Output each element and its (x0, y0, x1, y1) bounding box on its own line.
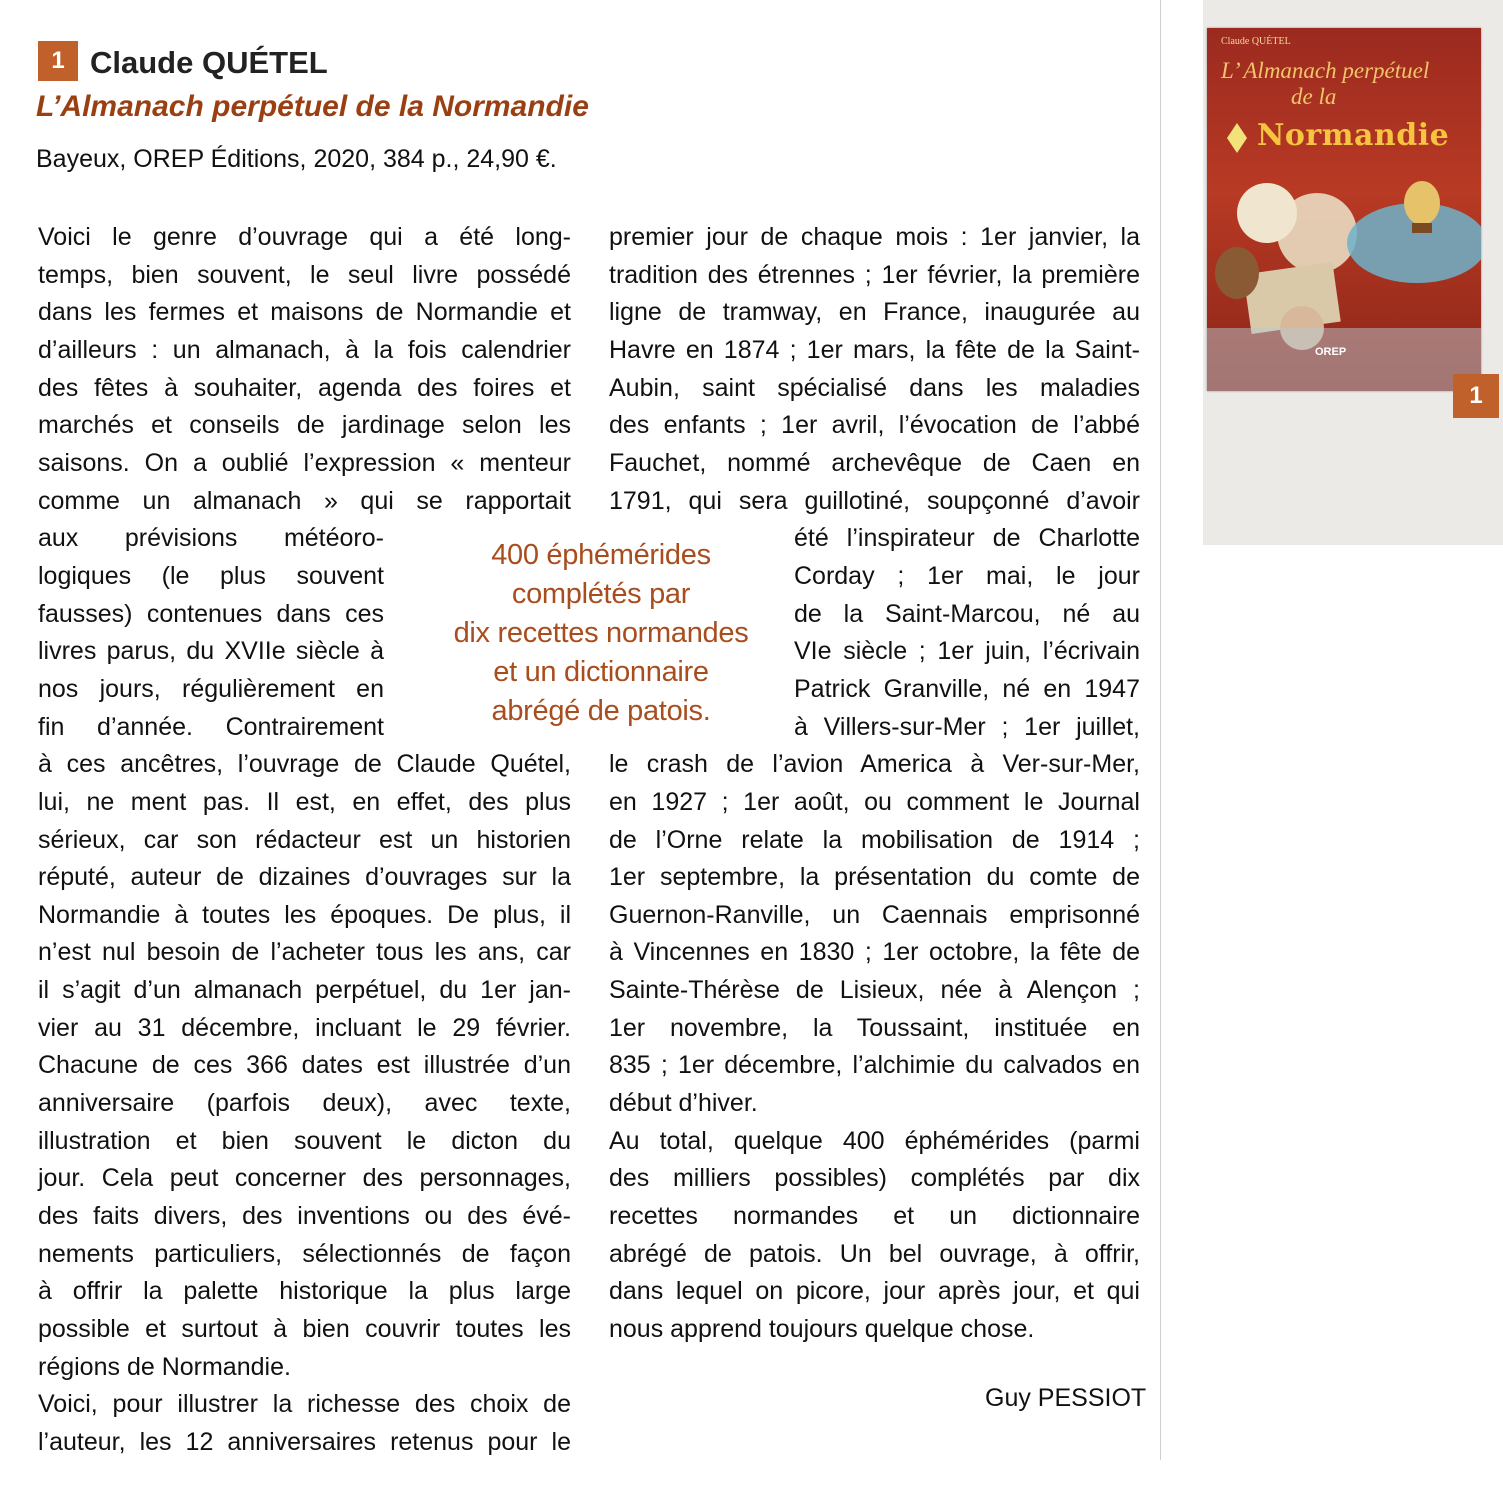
text-line: été l’inspirateur de Charlotte (794, 524, 1140, 553)
text-line: d’ailleurs : un almanach, à la fois calendrier (38, 335, 571, 364)
text-line: illustration et bien souvent le dicton du (38, 1126, 571, 1155)
text-line: 835 ; 1er décembre, l’alchimie du calvados en (609, 1051, 1140, 1080)
col2-paragraph-2-end: nous apprend toujours quelque chose. (609, 1315, 1035, 1344)
text-line: Voici, pour illustrer la richesse des choix de (38, 1390, 571, 1419)
text-line: premier jour de chaque mois : 1er janvier, la (609, 223, 1140, 251)
text-line: dans lequel on picore, jour après jour, et qui (609, 1277, 1140, 1306)
text-line: tradition des étrennes ; 1er février, la première (609, 260, 1140, 289)
text-line: en 1927 ; 1er août, ou comment le Journal (609, 787, 1140, 816)
text-line: Fauchet, nommé archevêque de Caen en (609, 448, 1140, 477)
text-line: saisons. On a oublié l’expression « menteur (38, 448, 571, 477)
col2-paragraph-2 (609, 1123, 1140, 1311)
text-line: Patrick Granville, né en 1947 (794, 674, 1140, 703)
pull-quote-line: abrégé de patois. (491, 695, 711, 727)
text-line: temps, bien souvent, le seul livre possédé (38, 260, 571, 289)
review-book-title: L’Almanach perpétuel de la Normandie (36, 90, 589, 123)
column-divider (1160, 0, 1161, 1460)
col2-block-narrow (794, 520, 1140, 746)
text-line: à Villers-sur-Mer ; 1er juillet, (794, 712, 1140, 741)
text-line: possible et surtout à bien couvrir toutes les (38, 1315, 571, 1344)
text-line: à Vincennes en 1830 ; 1er octobre, la fête de (609, 938, 1140, 967)
text-line: Aubin, saint spécialisé dans les maladies (609, 373, 1140, 402)
text-line: à offrir la palette historique la plus large (38, 1277, 571, 1306)
col2-paragraph-end: début d’hiver. (609, 1089, 758, 1118)
text-line: Chacune de ces 366 dates est illustrée d’un (38, 1051, 571, 1080)
text-line: à ces ancêtres, l’ouvrage de Claude Quétel, (38, 750, 571, 779)
cover-title-main: Normandie (1257, 118, 1450, 153)
pull-quote-line: et un dictionnaire (493, 656, 709, 688)
text-column-2 (609, 219, 1140, 1349)
text-line: vier au 31 décembre, incluant le 29 février. (38, 1013, 571, 1042)
pull-quote-line: complétés par (511, 578, 691, 610)
text-line: ligne de tramway, en France, inaugurée au (609, 298, 1140, 327)
text-line: jour. Cela peut concerner des personnages, (38, 1164, 571, 1193)
text-line: recettes normandes et un dictionnaire (609, 1202, 1140, 1231)
pull-quote-line: 400 éphémérides (491, 539, 711, 571)
text-line: Au total, quelque 400 éphémérides (parmi (609, 1126, 1140, 1155)
cover-publisher-logo: OREP (1315, 346, 1347, 358)
text-line: lui, ne ment pas. Il est, en effet, des plus (38, 787, 571, 816)
text-line: Sainte-Thérèse de Lisieux, née à Alençon ; (609, 976, 1140, 1005)
text-line: de la Saint-Marcou, né au (794, 599, 1140, 628)
text-line: nements particuliers, sélectionnés de façon (38, 1239, 571, 1268)
text-line: dans les fermes et maisons de Normandie et (38, 298, 571, 327)
col1-paragraph-end: régions de Normandie. (38, 1352, 291, 1381)
text-line: n’est nul besoin de l’acheter tous les ans, car (38, 938, 571, 967)
text-line: abrégé de patois. Un bel ouvrage, à offrir, (609, 1239, 1140, 1268)
text-line: réputé, auteur de dizaines d’ouvrages sur la (38, 863, 571, 892)
col1-paragraph-2 (38, 1386, 571, 1461)
review-signature: Guy PESSIOT (985, 1384, 1147, 1412)
text-line: des milliers possibles) complétés par dix (609, 1164, 1140, 1193)
review-author: Claude QUÉTEL (90, 45, 328, 80)
text-line: l’auteur, les 12 anniversaires retenus pour le (38, 1428, 571, 1456)
text-line: 1791, qui sera guillotiné, soupçonné d’avoir (609, 486, 1140, 515)
review-number-badge: 1 (38, 41, 78, 81)
text-line: Havre en 1874 ; 1er mars, la fête de la Saint- (609, 335, 1140, 364)
text-line: Voici le genre d’ouvrage qui a été long- (38, 223, 571, 251)
text-line: des enfants ; 1er avril, l’évocation de l’abbé (609, 411, 1140, 440)
text-line: logiques (le plus souvent (38, 561, 384, 590)
review-publication-info: Bayeux, OREP Éditions, 2020, 384 p., 24,90 €. (36, 145, 557, 173)
col1-block-b (38, 746, 571, 1349)
text-line: de l’Orne relate la mobilisation de 1914 ; (609, 825, 1140, 854)
text-line: nos jours, régulièrement en (38, 674, 384, 703)
text-line: aux prévisions météoro- (38, 524, 384, 553)
col2-block-b (609, 746, 1140, 1085)
text-line: fin d’année. Contrairement (38, 712, 384, 741)
text-line: Corday ; 1er mai, le jour (794, 561, 1140, 590)
text-line: des faits divers, des inventions ou des évé- (38, 1202, 571, 1231)
text-line: livres parus, du XVIIe siècle à (38, 637, 384, 666)
text-line: 1er septembre, la présentation du comte de (609, 863, 1140, 892)
text-line: sérieux, car son rédacteur est un historien (38, 825, 571, 854)
text-column-1 (38, 219, 571, 1462)
cover-number-badge: 1 (1453, 374, 1499, 418)
col2-block-a (609, 219, 1140, 520)
text-line: Normandie à toutes les époques. De plus, il (38, 900, 571, 929)
text-line: le crash de l’avion America à Ver-sur-Mer, (609, 750, 1140, 779)
col1-block-narrow (38, 520, 384, 746)
text-line: anniversaire (parfois deux), avec texte, (38, 1089, 571, 1118)
pull-quote-line: dix recettes normandes (453, 617, 749, 649)
text-line: fausses) contenues dans ces (38, 599, 384, 628)
text-line: marchés et conseils de jardinage selon les (38, 411, 571, 440)
col1-block-a (38, 219, 571, 520)
text-line: VIe siècle ; 1er juin, l’écrivain (794, 637, 1140, 666)
text-line: comme un almanach » qui se rapportait (38, 486, 571, 515)
text-line: 1er novembre, la Toussaint, instituée en (609, 1013, 1140, 1042)
text-line: des fêtes à souhaiter, agenda des foires et (38, 373, 571, 402)
book-cover-image (1207, 28, 1481, 391)
cover-author: Claude QUÉTEL (1221, 36, 1291, 47)
text-line: il s’agit d’un almanach perpétuel, du 1er jan- (38, 976, 571, 1005)
cover-title-script: L’ Almanach perpétuel de la (1221, 58, 1430, 109)
text-line: Guernon-Ranville, un Caennais emprisonné (609, 900, 1140, 929)
